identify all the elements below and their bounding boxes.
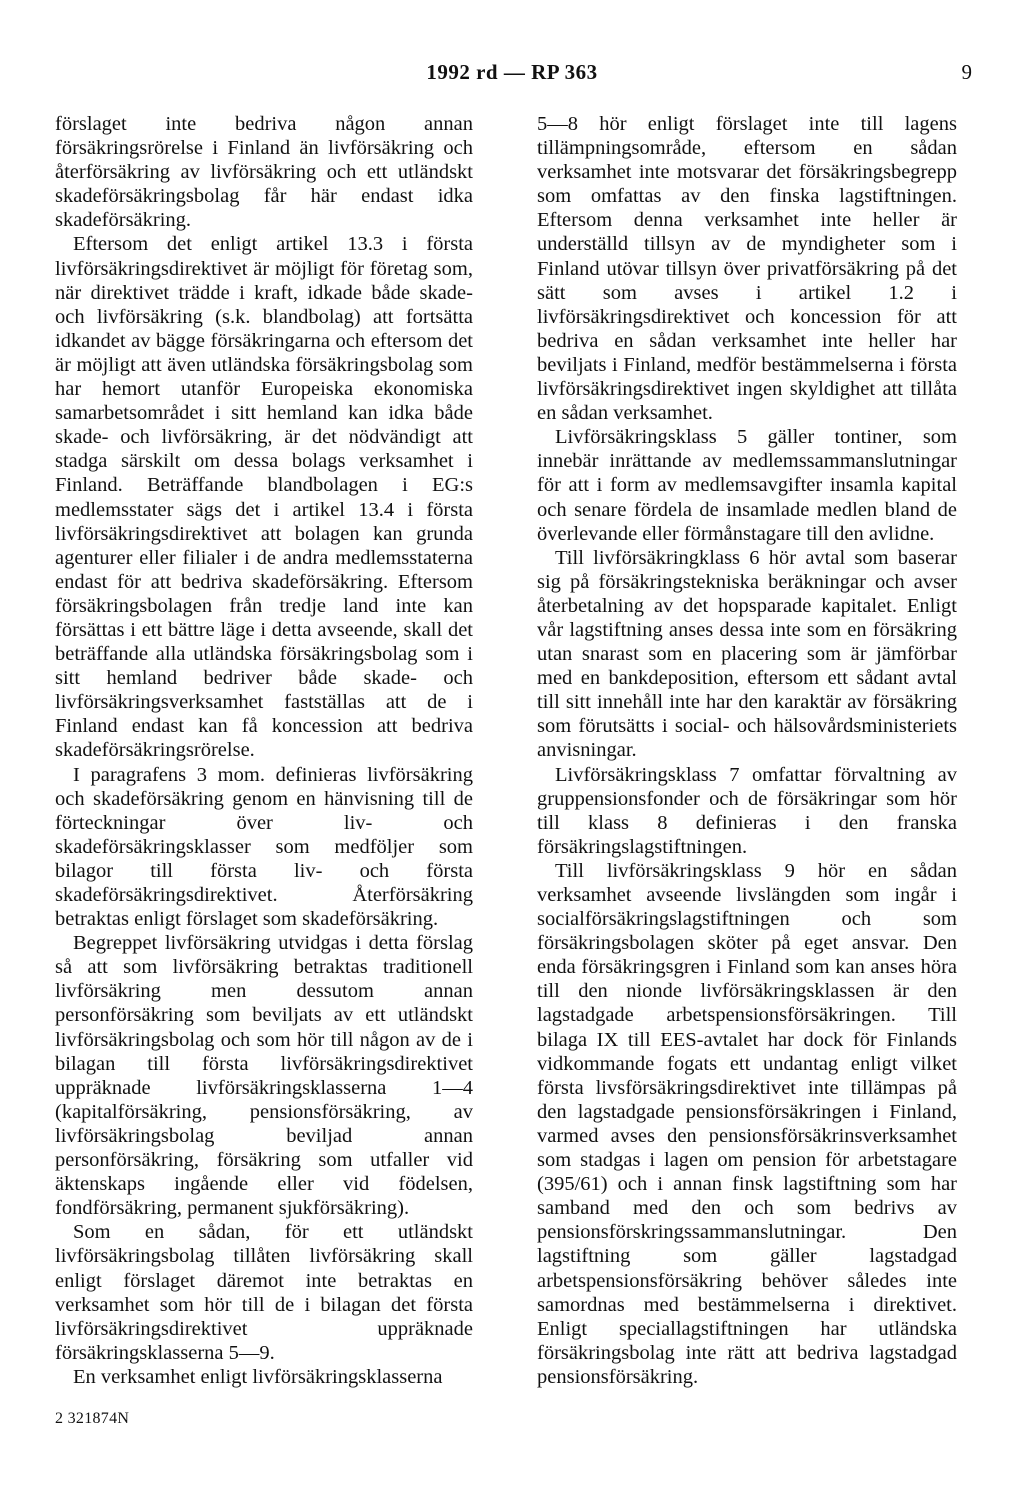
paragraph: Eftersom det enligt artikel 13.3 i första livförsäkringsdirektivet är möjligt för företag som, när direktivet trädde i kraft, idkade både skade- och livförsäkring (s.k. blandbolag) att fortsätta idkandet av bägge försäkringarna och eftersom det är möjligt att även utländska försäkringsbolag som har hemort utanför Europeiska ekonomiska samarbetsområdet i sitt hemland kan idka både skade- och livförsäkring, är det nödvändigt att stadga särskilt om dessa bolags verksamhet i Finland. Beträffande blandbolagen i EG:s medlemsstater sägs det i artikel 13.4 i första livförsäkringsdirektivet att bolagen kan grunda agenturer eller filialer i de andra medlemsstaterna endast för att bedriva skadeförsäkring. Eftersom försäkringsbolagen från tredje land inte kan försättas i ett bättre läge i detta avseende, skall det beträffande alla utländska försäkringsbolag som i sitt hemland bedriver både skade- och livförsäkringsverksamhet fastställas att de i Finland endast kan få koncession att bedriva skadeförsäkringsrörelse. [55,233,473,762]
right-column [537,112,957,1389]
paragraph: förslaget inte bedriva någon annan försäkringsrörelse i Finland än livförsäkring och återförsäkring av livförsäkring och ett utländskt skadeförsäkringsbolag får här endast idka skadeförsäkring. [55,113,473,232]
paragraph: I paragrafens 3 mom. definieras livförsäkring och skadeförsäkring genom en hänvisning till de förteckningar över liv- och skadeförsäkringsklasser som medföljer som bilagor till första liv- och första skadeförsäkringsdirektivet. Återförsäkring betraktas enligt förslaget som skadeförsäkring. [55,763,473,931]
page-header [0,54,1024,94]
page-number: 9 [961,60,972,84]
header-title: 1992 rd — RP 363 [426,60,598,84]
paragraph: Livförsäkringsklass 5 gäller tontiner, som innebär inrättande av medlemssammanslutningar för att i form av medlemsavgifter insamla kapital och senare fördela de insamlade medlen bland de överlevande eller förmånstagare till den avlidne. [537,426,957,545]
paragraph: Som en sådan, för ett utländskt livförsäkringsbolag tillåten livförsäkring skall enligt förslaget däremot inte betraktas en verksamhet som hör till de i bilagan det första livförsäkringsdirektivet uppräknade försäkringsklasserna 5—9. [55,1221,473,1364]
paragraph: Livförsäkringsklass 7 omfattar förvaltning av gruppensionsfonder och de försäkringar som hör till klass 8 definieras i den franska försäkringslagstiftningen. [537,763,957,858]
paragraph: Begreppet livförsäkring utvidgas i detta förslag så att som livförsäkring betraktas traditionell livförsäkring men dessutom annan personförsäkring som beviljats av ett utländskt livförsäkringsbolag och som hör till någon av de i bilagan till första livförsäkringsdirektivet uppräknade livförsäkringsklasserna 1—4 (kapitalförsäkring, pensionsförsäkring, av livförsäkringsbolag beviljad annan personförsäkring, försäkring som utfaller vid äktenskaps ingående eller vid födelsen, fondförsäkring, permanent sjukförsäkring). [55,932,473,1220]
paragraph: Till livförsäkringklass 6 hör avtal som baserar sig på försäkringstekniska beräkningar och avser återbetalning av det hopsparade kapitalet. Enligt vår lagstiftning anses dessa inte som en försäkring utan snarast som en placering som är jämförbar med en bankdeposition, eftersom ett sådant avtal till sitt innehåll inte har den karaktär av försäkring som förutsätts i social- och hälsovårdsministeriets anvisningar. [537,546,957,762]
footer-code: 2 321874N [55,1410,130,1427]
paragraph: 5—8 hör enligt förslaget inte till lagens tillämpningsområde, eftersom en sådan verksamhet inte motsvarar det försäkringsbegrepp som omfattas av den finska lagstiftningen. Eftersom denna verksamhet inte heller är underställd tillsyn av de myndigheter som i Finland utövar tillsyn över privatförsäkring på det sätt som avses i artikel 1.2 i livförsäkringsdirektivet och koncession för att bedriva en sådan verksamhet inte heller har beviljats i Finland, medför bestämmelserna i första livförsäkringsdirektivet ingen skyldighet att tillåta en sådan verksamhet. [537,113,957,425]
paragraph: En verksamhet enligt livförsäkringsklasserna [73,1365,443,1388]
left-column [55,112,473,1389]
paragraph: Till livförsäkringsklass 9 hör en sådan verksamhet avseende livslängden som ingår i socialförsäkringslagstiftningen och som försäkringsbolagen sköter på eget ansvar. Den enda försäkringsgren i Finland som kan anses höra till den nionde livförsäkringsklassen är den lagstadgade arbetspensionsförsäkringen. Till bilaga IX till EES-avtalet har dock för Finlands vidkommande fogats ett undantag enligt vilket första livsförsäkringsdirektivet inte tillämpas på den lagstadgade pensionsförsäkringen i Finland, varmed avses den pensionsförsäkrinsverksamhet som stadgas i lagen om pension för arbetstagare (395/61) och i annan finsk lagstiftning som har samband med den och som bedrivs av pensionsförskringssammanslutningar. Den lagstiftning som gäller lagstadgad arbetspensionsförsäkring behöver således inte samordnas med bestämmelserna i direktivet. Enligt speciallagstiftningen har utländska försäkringsbolag inte rätt att bedriva lagstadgad pensionsförsäkring. [537,859,957,1388]
